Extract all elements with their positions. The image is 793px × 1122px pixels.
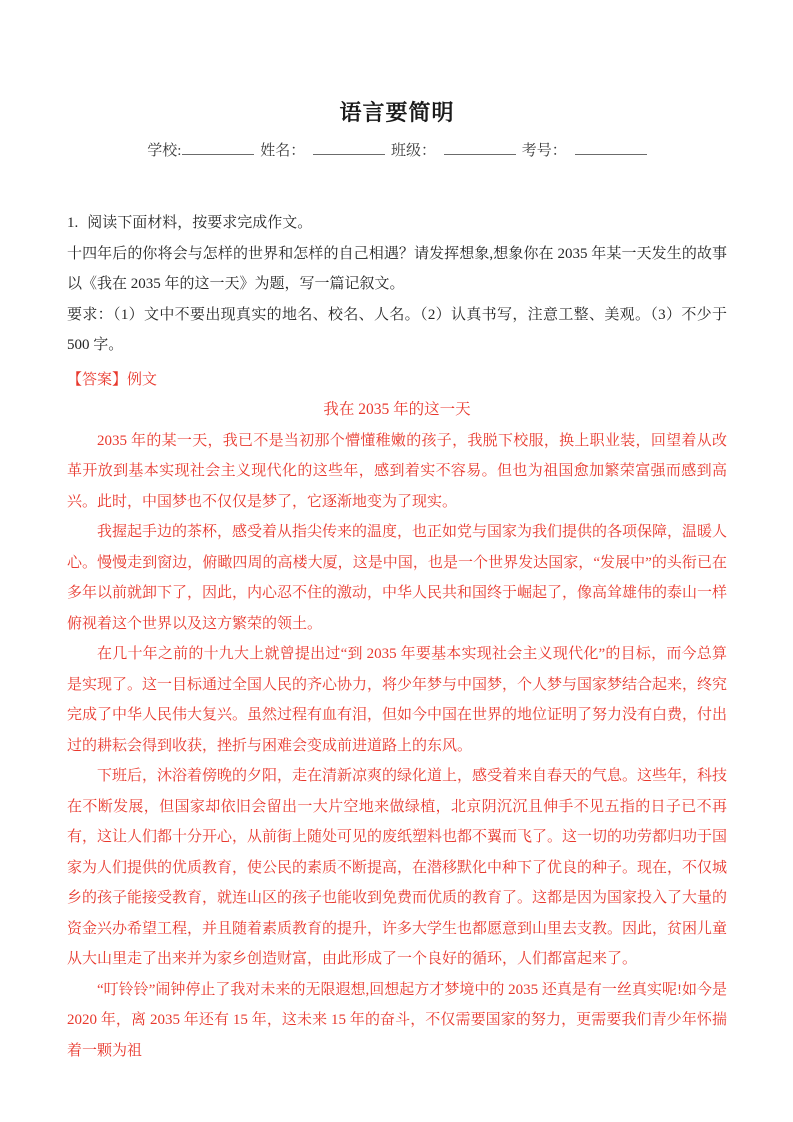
question-material: 十四年后的你将会与怎样的世界和怎样的自己相遇？请发挥想象,想象你在 2035 年某一天发生的故事以《我在 2035 年的这一天》为题，写一篇记叙文。 bbox=[67, 245, 727, 292]
class-blank bbox=[444, 140, 516, 155]
answer-label-line bbox=[67, 365, 727, 396]
essay-paragraph: “叮铃铃”闹钟停止了我对未来的无限遐想,回想起方才梦境中的 2035 还真是有一丝真实呢!如今是 2020 年，离 2035 年还有 15 年，这未来 15 年的奋斗，不仅需要国家的努力，更需要我们青少年怀揣着一颗为祖 bbox=[67, 981, 727, 1059]
essay-title: 我在 2035 年的这一天 bbox=[323, 401, 471, 418]
name-blank bbox=[313, 140, 385, 155]
essay-paragraph: 我握起手边的茶杯，感受着从指尖传来的温度，也正如党与国家为我们提供的各项保障，温暖人心。慢慢走到窗边，俯瞰四周的高楼大厦，这是中国，也是一个世界发达国家，“发展中”的头衔已在多年以前就卸下了，因此，内心忍不住的激动，中华人民共和国终于崛起了，像高耸雄伟的泰山一样俯视着这个世界以及这方繁荣的领土。 bbox=[67, 524, 728, 632]
question-requirements: 要求：（1）文中不要出现真实的地名、校名、人名。（2）认真书写，注意工整、美观。（3）不少于 500 字。 bbox=[67, 306, 727, 353]
question-prompt: 阅读下面材料，按要求完成作文。 bbox=[87, 215, 313, 231]
exam-no-field bbox=[522, 140, 647, 161]
school-label: 学校: bbox=[147, 143, 182, 159]
school-blank bbox=[182, 140, 254, 155]
answer-type: 例文 bbox=[127, 371, 158, 388]
essay-paragraph: 2035 年的某一天，我已不是当初那个懵懂稚嫩的孩子，我脱下校服，换上职业装，回望着从改革开放到基本实现社会主义现代化的这些年，感到着实不容易。但也为祖国愈加繁荣富强而感到高兴。此时，中国梦也不仅仅是梦了，它逐渐地变为了现实。 bbox=[67, 432, 727, 510]
exam-no-label: 考号： bbox=[521, 143, 567, 159]
answer-label: 【答案】 bbox=[67, 371, 128, 388]
class-label: 班级： bbox=[390, 143, 436, 159]
student-info-row bbox=[67, 140, 727, 161]
answer-section bbox=[67, 365, 727, 1067]
question-number: 1. bbox=[67, 215, 79, 231]
class-field bbox=[391, 140, 516, 161]
question-prompt-line bbox=[67, 208, 727, 239]
name-label: 姓名： bbox=[260, 143, 306, 159]
name-field bbox=[260, 140, 385, 161]
essay-paragraph: 下班后，沐浴着傍晚的夕阳，走在清新凉爽的绿化道上，感受着来自春天的气息。这些年，科技在不断发展，但国家却依旧会留出一大片空地来做绿植，北京阴沉沉且伸手不见五指的日子已不再有，这让人们都十分开心，从前街上随处可见的废纸塑料也都不翼而飞了。这一切的功劳都归功于国家为人们提供的优质教育，使公民的素质不断提高，在潜移默化中种下了优良的种子。现在，不仅城乡的孩子能接受教育，就连山区的孩子也能收到免费而优质的教育了。这都是因为国家投入了大量的资金兴办希望工程，并且随着素质教育的提升，许多大学生也都愿意到山里去支教。因此，贫困儿童从大山里走了出来并为家乡创造财富，由此形成了一个良好的循环，人们都富起来了。 bbox=[67, 768, 728, 967]
school-field bbox=[147, 140, 254, 161]
exam-no-blank bbox=[575, 140, 647, 155]
question-block bbox=[67, 208, 727, 361]
essay-paragraph: 在几十年之前的十九大上就曾提出过“到 2035 年要基本实现社会主义现代化”的目标，而今总算是实现了。这一目标通过全国人民的齐心协力，将少年梦与中国梦，个人梦与国家梦结合起来，终究完成了中华人民伟大复兴。虽然过程有血有泪，但如今中国在世界的地位证明了努力没有白费，付出过的耕耘会得到收获，挫折与困难会变成前进道路上的东风。 bbox=[67, 646, 728, 754]
page-title: 语言要简明 bbox=[339, 100, 455, 125]
